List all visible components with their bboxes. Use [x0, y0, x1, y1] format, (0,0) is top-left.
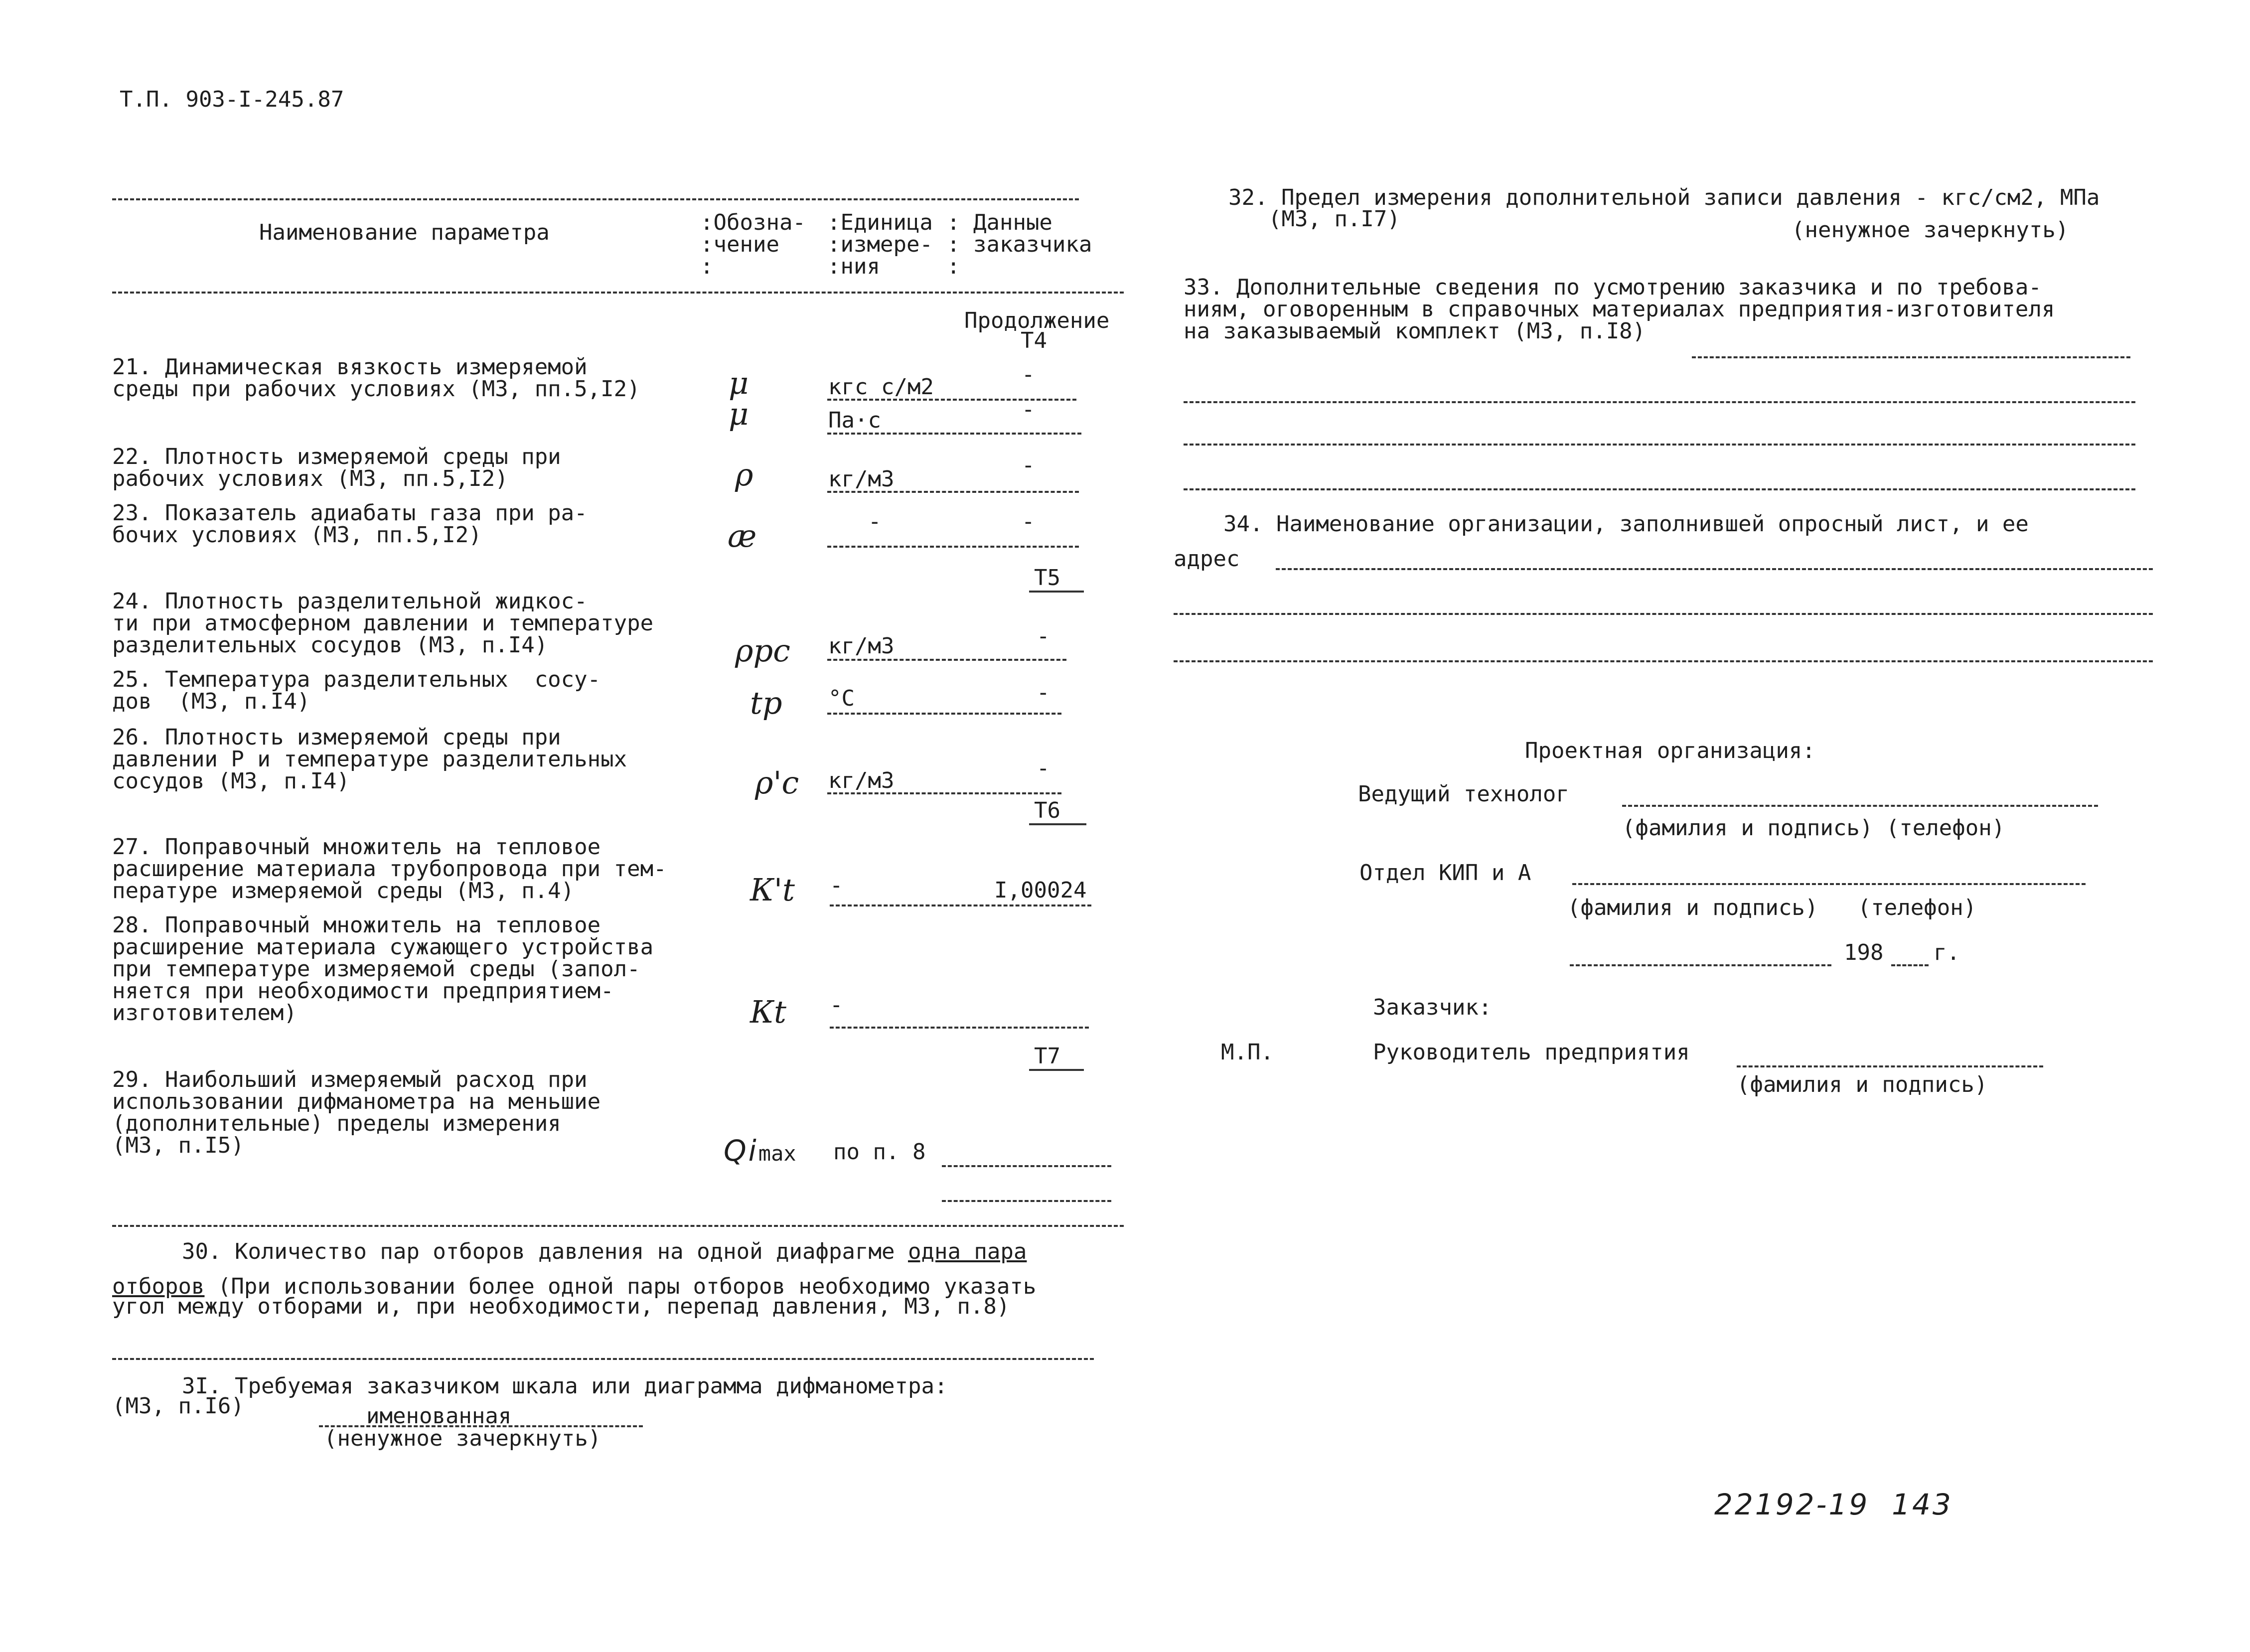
row-24-symbol: ρрс — [735, 632, 790, 669]
row-24-unit: кг/м3 — [828, 633, 895, 659]
item-30-answer-1: одна пара — [907, 1239, 1027, 1264]
table-header-rule — [112, 292, 1124, 294]
header-symbol: :Обозна- :чение : — [700, 210, 806, 279]
lead-technologist-label: Ведущий технолог — [1358, 781, 1569, 807]
row-25-rule — [827, 713, 1061, 715]
row-22-rule — [827, 491, 1079, 493]
row-29-text: 29. Наибольший измеряемый расход при использовании дифманометра на меньшие (дополнительные) пределы измерения (МЗ, п.I5) — [112, 1067, 601, 1158]
row-21-symbol-2: μ — [729, 396, 749, 432]
row-29-unit: по п. 8 — [833, 1139, 926, 1165]
row-21-value-2: - — [1022, 397, 1035, 422]
item-30-answer-2: отборов — [112, 1274, 205, 1299]
row-22-text: 22. Плотность измеряемой среды при рабочих условиях (МЗ, пп.5,I2) — [112, 444, 561, 491]
row-26-rule — [827, 792, 1061, 794]
row-28-rule — [830, 1027, 1089, 1029]
row-27-value: I,00024 — [994, 878, 1087, 903]
row-24-rule — [827, 659, 1066, 661]
row-29-rule-1 — [942, 1165, 1111, 1167]
row-21-text: 21. Динамическая вязкость измеряемой среды при рабочих условиях (МЗ, пп.5,I2) — [112, 354, 640, 402]
row-22-symbol: ρ — [735, 456, 753, 493]
table-top-rule — [112, 198, 1079, 200]
item-32-line-1: 32. Предел измерения дополнительной записи давления - кгс/см2, МПа — [1228, 185, 2100, 210]
date-rule — [1570, 964, 1831, 966]
item-33-rule-3 — [1184, 444, 2135, 446]
row-21-rule-1 — [827, 399, 1076, 401]
row-27-rule — [830, 904, 1091, 906]
row-21-unit-2: Па·с — [828, 408, 881, 433]
row-26-value: - — [1037, 755, 1050, 781]
item-33-rule-4 — [1184, 488, 2135, 490]
header-unit: :Единица :измере- :ния — [827, 210, 933, 279]
item-32-line-2: (МЗ, п.I7) — [1268, 206, 1400, 232]
item-30-text-2: (При использовании более одной пары отборов необходимо указать — [204, 1274, 1037, 1299]
t6-underline — [1029, 823, 1086, 825]
item-31-line-1: 3I. Требуемая заказчиком шкала или диаграмма дифманометра: — [182, 1373, 948, 1399]
kip-dept-caption: (фамилия и подпись) (телефон) — [1567, 895, 1977, 920]
row-29-symbol — [724, 1134, 796, 1168]
item-34-rule-2 — [1174, 613, 2153, 615]
row-22-unit: кг/м3 — [828, 466, 895, 492]
row-26-text: 26. Плотность измеряемой среды при давлении Р и температуре разделительных сосудов (МЗ, п.I4) — [112, 725, 627, 794]
t6-label: Т6 — [1034, 798, 1060, 823]
row-29-symbol-main: Qi — [724, 1134, 758, 1168]
row-23-value: - — [1022, 509, 1035, 534]
row-25-unit: °С — [828, 686, 855, 711]
t7-label: Т7 — [1034, 1044, 1060, 1069]
row-24-value: - — [1037, 623, 1050, 649]
item-34-line-1: 34. Наименование организации, заполнившей опросный лист, и ее — [1223, 511, 2029, 537]
table-bottom-rule — [112, 1225, 1124, 1227]
row-28-unit: - — [830, 992, 843, 1018]
head-rule — [1737, 1065, 2043, 1067]
row-28-symbol: Кt — [750, 994, 786, 1030]
item-31-value: именованная — [366, 1403, 512, 1429]
t4-label: Т4 — [1021, 328, 1047, 353]
footer-number: 22192-19 143 — [1714, 1488, 1953, 1521]
item-34-line-2: адрес — [1174, 546, 1240, 572]
row-21-rule-2 — [827, 433, 1081, 435]
date-year-rule — [1891, 964, 1929, 966]
stamp-label: М.П. — [1221, 1040, 1274, 1065]
row-23-unit: - — [868, 509, 882, 534]
item-31-note: (ненужное зачеркнуть) — [324, 1426, 601, 1451]
item-30-line-3: угол между отборами и, при необходимости, перепад давления, МЗ, п.8) — [112, 1294, 1010, 1319]
item-31-line-2: (МЗ, п.I6) — [112, 1393, 244, 1419]
row-23-text: 23. Показатель адиабаты газа при ра- бочих условиях (МЗ, пп.5,I2) — [112, 500, 588, 548]
row-21-unit-1: кгс с/м2 — [828, 374, 934, 400]
customer-label: Заказчик: — [1373, 995, 1492, 1020]
kip-dept-label: Отдел КИП и А — [1359, 860, 1531, 886]
row-22-value: - — [1022, 452, 1035, 478]
lead-technologist-caption: (фамилия и подпись) (телефон) — [1622, 815, 2005, 841]
item-32-note: (ненужное зачеркнуть) — [1792, 217, 2069, 243]
item-30-line-1 — [182, 1241, 1027, 1263]
date-year-suffix: г. — [1934, 940, 1960, 965]
lead-technologist-rule — [1622, 805, 2098, 807]
row-29-symbol-sub: max — [758, 1141, 796, 1166]
row-23-rule — [827, 546, 1079, 548]
item-33-rule-1 — [1692, 356, 2130, 358]
row-23-symbol: æ — [728, 518, 757, 554]
date-year-prefix: 198 — [1844, 940, 1884, 965]
row-27-symbol: К't — [750, 872, 795, 908]
doc-code: Т.П. 903-I-245.87 — [120, 87, 344, 112]
row-27-text: 27. Поправочный множитель на тепловое расширение материала трубопровода при тем- пературе измеряемой среды (МЗ, п.4) — [112, 834, 667, 903]
row-21-symbol-1: μ — [729, 365, 749, 401]
row-25-value: - — [1037, 680, 1050, 705]
row-25-symbol: tp — [750, 685, 782, 721]
design-org-label: Проектная организация: — [1525, 738, 1815, 763]
header-param: Наименование параметра — [259, 220, 550, 245]
row-27-unit: - — [830, 873, 843, 898]
head-label: Руководитель предприятия — [1373, 1040, 1690, 1065]
head-caption: (фамилия и подпись) — [1737, 1072, 1988, 1097]
item-30-text-1: 30. Количество пар отборов давления на одной диафрагме — [182, 1239, 895, 1264]
item-33-rule-2 — [1184, 401, 2135, 403]
item-33-text: 33. Дополнительные сведения по усмотрению заказчика и по требова- ниям, оговоренным в справочных материалах предприятия-изготовителя на заказываемый комплект (МЗ, п.I8) — [1184, 275, 2055, 344]
kip-dept-rule — [1572, 883, 2086, 885]
t5-label: Т5 — [1034, 565, 1060, 591]
row-26-unit: кг/м3 — [828, 768, 895, 793]
item-34-rule-3 — [1174, 660, 2153, 662]
t7-underline — [1029, 1069, 1084, 1071]
row-24-text: 24. Плотность разделительной жидкос- ти при атмосферном давлении и температуре разделительных сосудов (МЗ, п.I4) — [112, 589, 654, 658]
t5-underline — [1029, 591, 1084, 593]
row-26-symbol: ρ'с — [755, 764, 799, 801]
continuation-label: Продолжение — [964, 308, 1110, 333]
row-28-text: 28. Поправочный множитель на тепловое расширение материала сужающего устройства при температуре измеряемой среды (запол- няется при необходимости предприятием- изготовителем) — [112, 912, 654, 1026]
row-21-value-1: - — [1022, 362, 1035, 387]
header-data: : Данные : заказчика : — [947, 210, 1092, 279]
row-29-rule-2 — [942, 1200, 1111, 1202]
item-34-rule-1 — [1276, 568, 2153, 570]
separator-rule — [112, 1358, 1094, 1360]
row-25-text: 25. Температура разделительных сосу- дов (МЗ, п.I4) — [112, 667, 601, 714]
